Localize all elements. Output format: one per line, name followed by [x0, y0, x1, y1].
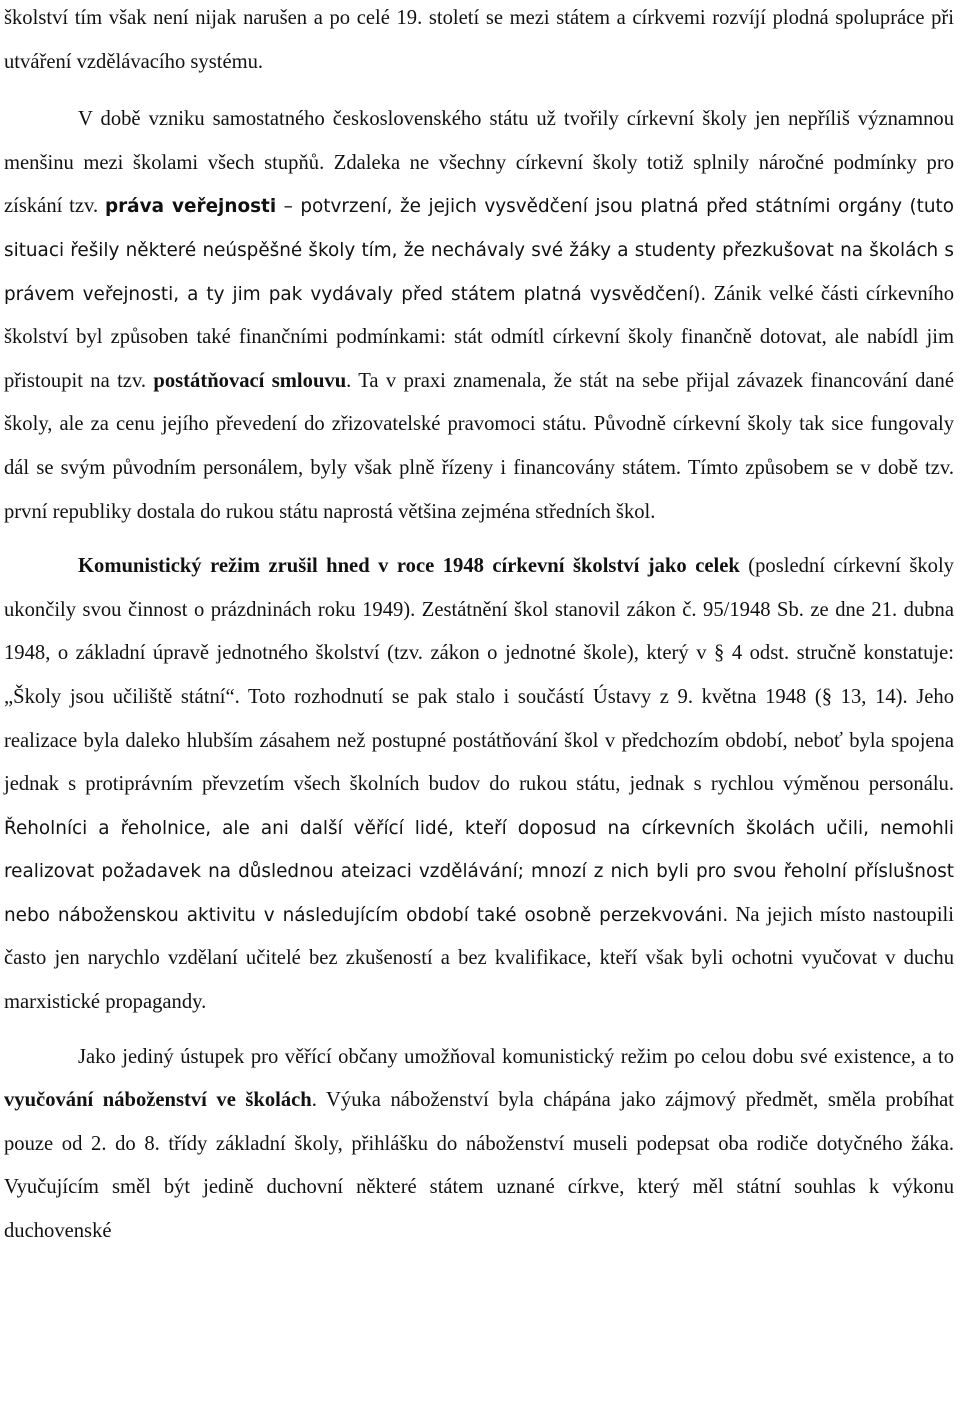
paragraph-2-text-1: V době vzniku samostatného československého státu už tvořily církevní školy jen nepříliš významnou menšinu mezi školami všech stupňů. Zdaleka ne všechny církevní školy totiž splnily náročné podmínky pro získání tzv. [4, 108, 954, 218]
paragraph-2-text-2: – potvrzení, že jejich vysvědčení jsou platná před státními orgány (tuto situaci řešily některé neúspěšné školy tím, že nechávaly své žáky a studenty přezkušovat na školách s právem veřejnosti, a ty jim pak vydávaly před státem platná vysvědčení). [4, 196, 954, 305]
term-prava-verejnosti: práva veřejnosti [104, 196, 277, 218]
paragraph-1 [4, 0, 954, 84]
term-postatnovaci-smlouva: postátňovací smlouvu [153, 369, 347, 392]
term-vyucovani-nabozenstvi: vyučování náboženství ve školách [4, 1089, 312, 1112]
paragraph-4-text-2: . Výuka náboženství byla chápána jako zájmový předmět, směla probíhat pouze od 2. do 8. třídy základní školy, přihlášku do náboženství museli podepsat oba rodiče dotyčného žáka. Vyučujícím směl být jedině duchovní některé státem uznané církve, který měl státní souhlas k výkonu duchovenské [4, 1089, 954, 1243]
paragraph-4 [4, 1036, 954, 1254]
paragraph-1-text: školství tím však není nijak narušen a po celé 19. století se mezi státem a církvemi rozvíjí plodná spolupráce při utváření vzdělávacího systému. [4, 7, 954, 73]
paragraph-3 [4, 545, 954, 1025]
paragraph-4-text-1: Jako jediný ústupek pro věřící občany umožňoval komunistický režim po celou dobu své existence, a to [78, 1045, 954, 1068]
paragraph-3-text-1: (poslední církevní školy ukončily svou činnost o prázdninách roku 1949). Zestátnění škol stanovil zákon č. 95/1948 Sb. ze dne 21. dubna 1948, o základní úpravě jednotného školství (tzv. zákon o jednotné škole), který v § 4 odst. stručně konstatuje: „Školy jsou učiliště státní“. Toto rozhodnutí se pak stalo i součástí Ústavy z 9. května 1948 (§ 13, 14). Jeho realizace byla daleko hlubším zásahem než postupné postátňování škol v předchozím období, neboť byla spojena jednak s protiprávním převzetím všech školních budov do rukou státu, jednak s rychlou výměnou personálu. [4, 555, 954, 796]
paragraph-2 [4, 98, 954, 534]
paragraph-3-text-2: Řeholníci a řeholnice, ale ani další věřící lidé, kteří doposud na církevních školách učili, nemohli realizovat požadavek na důslednou ateizaci vzdělávání; mnozí z nich byli pro svou řeholní příslušnost nebo náboženskou aktivitu v následujícím období také osobně perzekvováni. [4, 817, 954, 926]
paragraph-3-lead: Komunistický režim zrušil hned v roce 1948 církevní školství jako celek [78, 555, 740, 578]
paragraph-3-text-3: Na jejich místo nastoupili často jen narychlo vzdělaní učitelé bez zkušeností a bez kvalifikace, kteří však byli ochotni vyučovat v duchu marxistické propagandy. [4, 903, 955, 1014]
document-page [4, 0, 954, 1254]
paragraph-2-text-3: Zánik velké části církevního školství byl způsoben také finančními podmínkami: stát odmítl církevní školy finančně dotovat, ale nabídl jim přistoupit na tzv. [4, 282, 954, 392]
paragraph-2-text-4: . Ta v praxi znamenala, že stát na sebe přijal závazek financování dané školy, ale za cenu jejího převedení do zřizovatelské pravomoci státu. Původně církevní školy tak sice fungovaly dál se svým původním personálem, byly však plně řízeny i financovány státem. Tímto způsobem se v době tzv. první republiky dostala do rukou státu naprostá většina zejména středních škol. [4, 369, 954, 523]
